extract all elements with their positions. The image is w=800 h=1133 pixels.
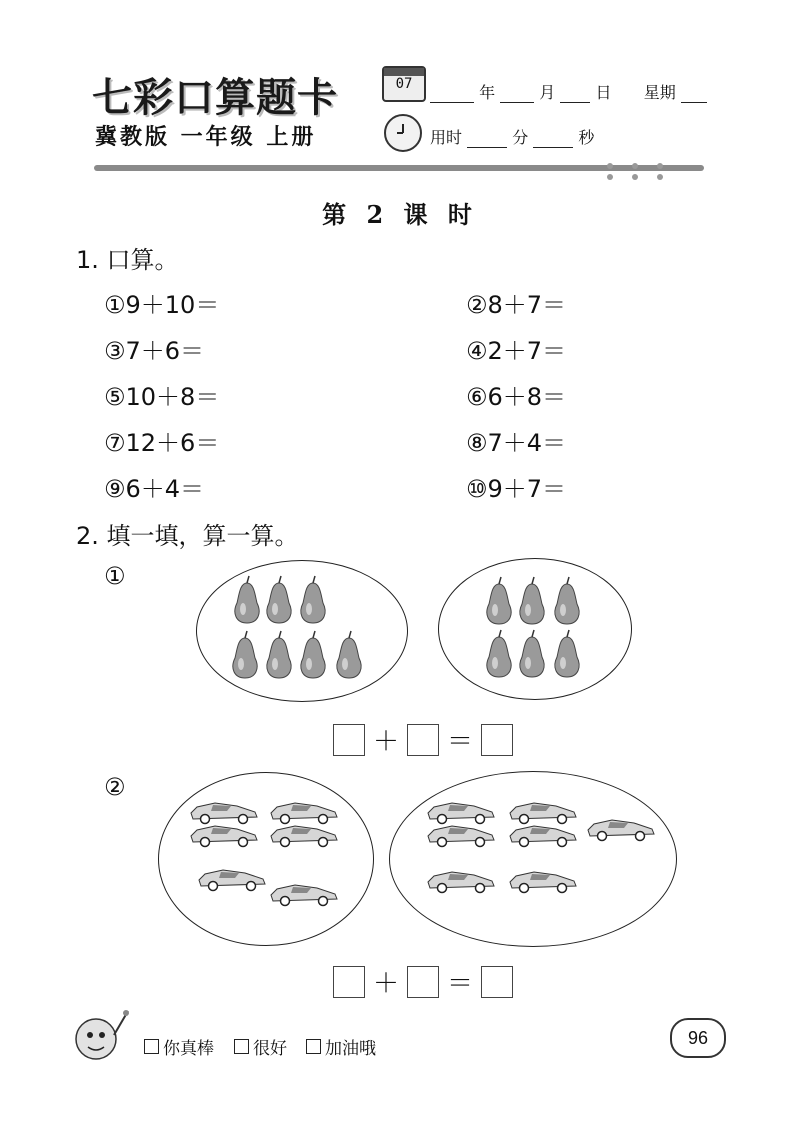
checkbox-good[interactable] bbox=[234, 1039, 249, 1054]
calendar-day: 07 bbox=[395, 76, 413, 92]
problem-8: ⑧7＋4＝ bbox=[466, 429, 567, 457]
rating-option-good[interactable] bbox=[234, 1034, 287, 1059]
day-blank[interactable] bbox=[560, 86, 590, 103]
seconds-label: 秒 bbox=[578, 128, 595, 147]
year-label: 年 bbox=[479, 83, 496, 102]
section1-title: 1. 口算。 bbox=[76, 246, 179, 274]
car-icon bbox=[510, 872, 576, 893]
day-label: 日 bbox=[595, 83, 612, 102]
equals-sign: ＝ bbox=[447, 727, 474, 757]
pears-group-right bbox=[438, 558, 632, 700]
checkbox-try[interactable] bbox=[306, 1039, 321, 1054]
plus-sign: ＋ bbox=[373, 969, 400, 999]
logo-title: 七彩口算题卡 bbox=[92, 74, 338, 121]
cars-group-left bbox=[158, 772, 374, 946]
lesson-title: 第 2 课 时 bbox=[322, 200, 478, 229]
pear-icon bbox=[555, 577, 579, 624]
year-blank[interactable] bbox=[430, 86, 474, 103]
cars-group-right bbox=[389, 771, 677, 947]
minutes-label: 分 bbox=[512, 128, 529, 147]
pear-icon bbox=[301, 576, 325, 623]
pear-icon bbox=[337, 631, 361, 678]
pears-right-svg bbox=[439, 559, 631, 699]
problem-7: ⑦12＋6＝ bbox=[104, 429, 220, 457]
edition-label: 冀教版 一年级 上册 bbox=[95, 125, 317, 150]
problem-6: ⑥6＋8＝ bbox=[466, 383, 567, 411]
section2-title: 2. 填一填，算一算。 bbox=[76, 522, 299, 550]
clock-icon bbox=[384, 114, 422, 152]
car-icon bbox=[271, 885, 337, 906]
car-icon bbox=[428, 826, 494, 847]
answer-box-2c[interactable] bbox=[481, 966, 513, 998]
equation-2 bbox=[333, 963, 513, 1000]
answer-box-1c[interactable] bbox=[481, 724, 513, 756]
pear-icon bbox=[267, 576, 291, 623]
problem-3: ③7＋6＝ bbox=[104, 337, 205, 365]
cars-left-svg bbox=[159, 773, 373, 945]
answer-box-2b[interactable] bbox=[407, 966, 439, 998]
pear-icon bbox=[555, 630, 579, 677]
car-icon bbox=[191, 826, 257, 847]
month-blank[interactable] bbox=[500, 86, 534, 103]
problem-10: ⑩9＋7＝ bbox=[466, 475, 567, 503]
weekday-label: 星期 bbox=[643, 83, 676, 102]
rating-option-great[interactable] bbox=[144, 1034, 214, 1059]
car-icon bbox=[428, 803, 494, 824]
problem-5: ⑤10＋8＝ bbox=[104, 383, 220, 411]
car-icon bbox=[199, 870, 265, 891]
time-label: 用时 bbox=[430, 128, 463, 147]
pear-icon bbox=[301, 631, 325, 678]
answer-box-2a[interactable] bbox=[333, 966, 365, 998]
month-label: 月 bbox=[539, 83, 556, 102]
minutes-blank[interactable] bbox=[467, 131, 507, 148]
car-icon bbox=[271, 803, 337, 824]
pear-icon bbox=[267, 631, 291, 678]
problem-1: ①9＋10＝ bbox=[104, 291, 220, 319]
pear-icon bbox=[233, 631, 257, 678]
car-icon bbox=[510, 826, 576, 847]
equation-1 bbox=[333, 721, 513, 758]
part2-label: ② bbox=[104, 773, 126, 801]
answer-box-1a[interactable] bbox=[333, 724, 365, 756]
mascot-icon bbox=[70, 1005, 132, 1069]
answer-box-1b[interactable] bbox=[407, 724, 439, 756]
plus-sign: ＋ bbox=[373, 727, 400, 757]
car-icon bbox=[271, 826, 337, 847]
pears-group-left bbox=[196, 560, 408, 702]
calendar-icon bbox=[382, 66, 426, 102]
rating-label-try: 加油哦 bbox=[325, 1039, 376, 1059]
part1-label: ① bbox=[104, 562, 126, 590]
rating-label-great: 你真棒 bbox=[163, 1039, 214, 1059]
weekday-blank[interactable] bbox=[681, 86, 707, 103]
rating-option-try[interactable] bbox=[306, 1034, 376, 1059]
page-number: 96 bbox=[670, 1018, 726, 1058]
problem-4: ④2＋7＝ bbox=[466, 337, 567, 365]
beads-decoration bbox=[600, 160, 670, 182]
car-icon bbox=[428, 872, 494, 893]
pear-icon bbox=[487, 577, 511, 624]
cars-right-svg bbox=[390, 772, 676, 946]
car-icon bbox=[588, 820, 654, 841]
checkbox-great[interactable] bbox=[144, 1039, 159, 1054]
pear-icon bbox=[487, 630, 511, 677]
problem-2: ②8＋7＝ bbox=[466, 291, 567, 319]
pear-icon bbox=[235, 576, 259, 623]
time-line bbox=[430, 125, 594, 148]
seconds-blank[interactable] bbox=[533, 131, 573, 148]
date-line bbox=[430, 80, 707, 103]
car-icon bbox=[510, 803, 576, 824]
equals-sign: ＝ bbox=[447, 969, 474, 999]
pears-left-svg bbox=[197, 561, 407, 701]
problem-9: ⑨6＋4＝ bbox=[104, 475, 205, 503]
pear-icon bbox=[520, 630, 544, 677]
rating-label-good: 很好 bbox=[253, 1039, 287, 1059]
pear-icon bbox=[520, 577, 544, 624]
car-icon bbox=[191, 803, 257, 824]
